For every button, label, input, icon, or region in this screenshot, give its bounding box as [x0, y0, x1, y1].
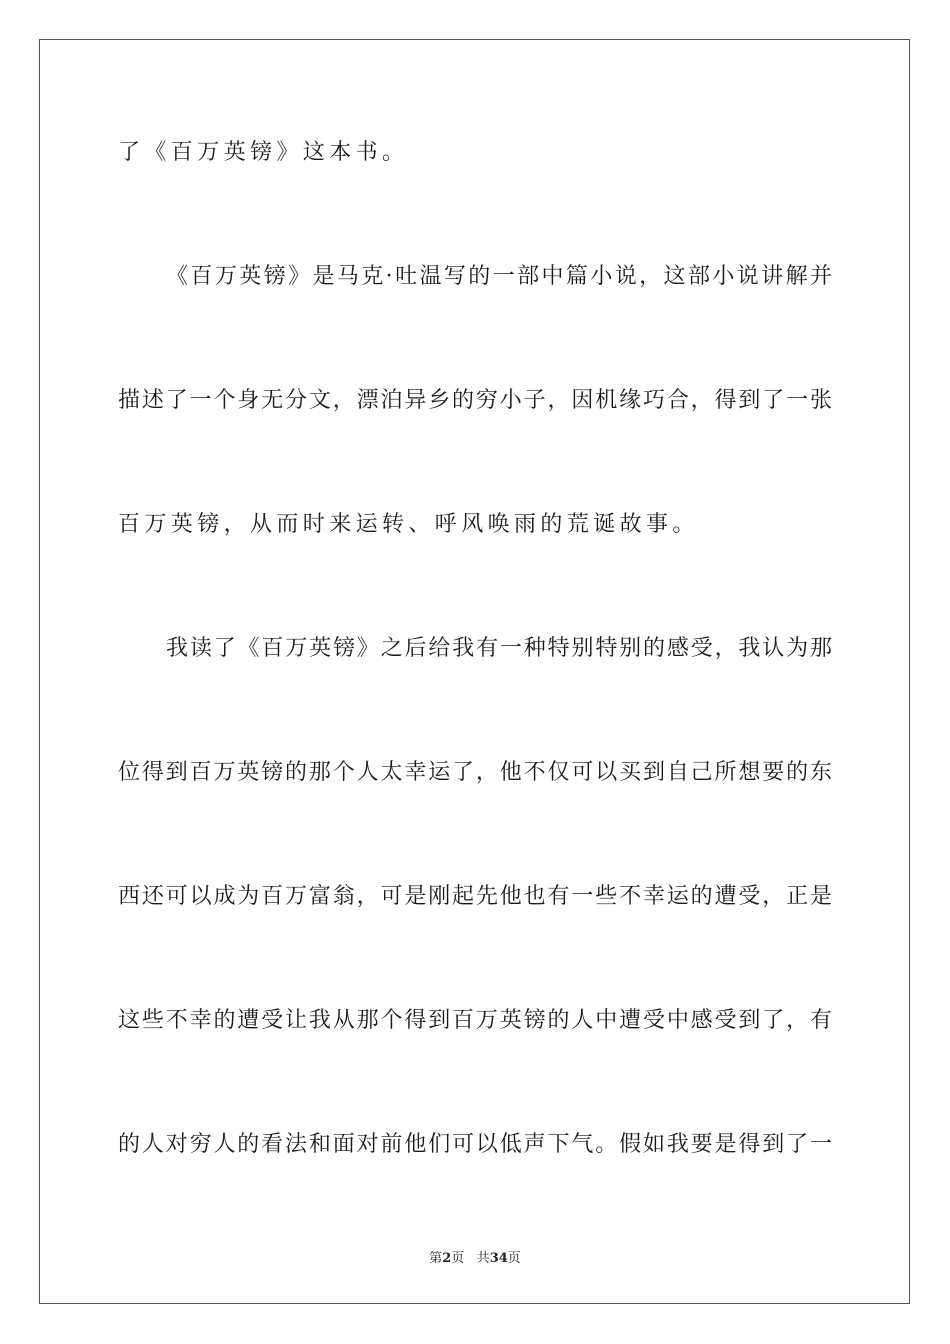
footer-page-prefix: 第 [429, 1251, 443, 1266]
footer-total-prefix: 共 [476, 1251, 490, 1266]
text-line-5: 我读了《百万英镑》之后给我有一种特别特别的感受，我认为那 [166, 636, 832, 661]
text-line-6: 位得到百万英镑的那个人太幸运了，他不仅可以买到自己所想要的东 [118, 760, 832, 785]
text-line-8: 这些不幸的遭受让我从那个得到百万英镑的人中遭受中感受到了，有 [118, 1008, 832, 1033]
footer-total-suffix: 页 [507, 1251, 521, 1266]
footer-page-current: 2 [442, 1251, 452, 1266]
text-line-1: 了《百万英镑》这本书。 [118, 140, 409, 165]
text-line-2: 《百万英镑》是马克·吐温写的一部中篇小说，这部小说讲解并 [166, 264, 832, 289]
text-line-9: 的人对穷人的看法和面对前他们可以低声下气。假如我要是得到了一 [118, 1132, 832, 1157]
text-line-4: 百万英镑，从而时来运转、呼风唤雨的荒诞故事。 [118, 512, 699, 537]
footer-page-suffix: 页 [451, 1251, 465, 1266]
footer-page-total: 34 [489, 1251, 508, 1266]
page-footer [0, 1247, 950, 1266]
text-line-3: 描述了一个身无分文，漂泊异乡的穷小子，因机缘巧合，得到了一张 [118, 388, 832, 413]
page-border [39, 39, 910, 1304]
text-line-7: 西还可以成为百万富翁，可是刚起先他也有一些不幸运的遭受，正是 [118, 884, 832, 909]
